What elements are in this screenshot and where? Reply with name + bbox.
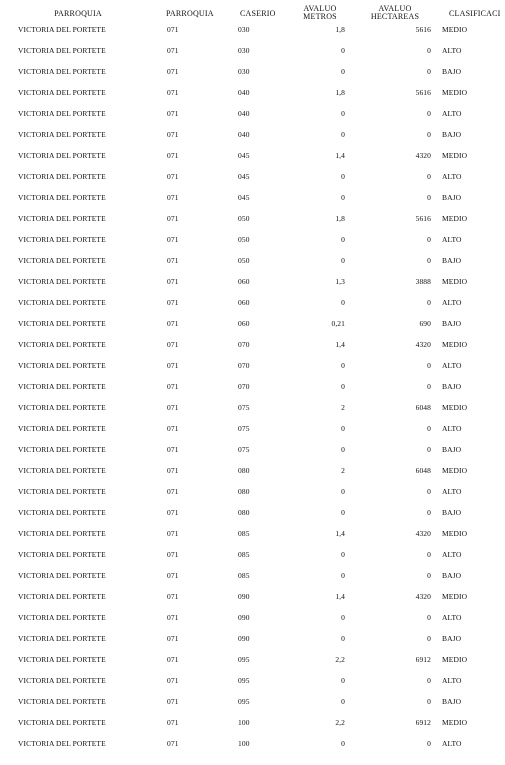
cell-parroquia-code: 071 <box>167 508 179 517</box>
cell-avaluo-hectareas: 0 <box>427 424 431 433</box>
cell-parroquia: VICTORIA DEL PORTETE <box>18 718 106 727</box>
cell-parroquia: VICTORIA DEL PORTETE <box>18 235 106 244</box>
cell-caserio: 045 <box>238 151 250 160</box>
cell-clasificacion: BAJO <box>442 508 462 517</box>
cell-avaluo-hectareas: 0 <box>427 130 431 139</box>
cell-avaluo-metros: 1,4 <box>335 151 345 160</box>
cell-parroquia-code: 071 <box>167 592 179 601</box>
table-row <box>0 293 505 314</box>
cell-clasificacion: ALTO <box>442 613 462 622</box>
cell-clasificacion: MEDIO <box>442 592 468 601</box>
header-avaluo-metros: AVALUO METROS <box>303 4 337 21</box>
table-row <box>0 377 505 398</box>
cell-avaluo-metros: 0 <box>341 382 345 391</box>
cell-avaluo-hectareas: 0 <box>427 46 431 55</box>
cell-clasificacion: BAJO <box>442 697 462 706</box>
cell-caserio: 090 <box>238 613 250 622</box>
cell-parroquia-code: 071 <box>167 571 179 580</box>
cell-parroquia-code: 071 <box>167 340 179 349</box>
cell-avaluo-hectareas: 0 <box>427 676 431 685</box>
cell-parroquia: VICTORIA DEL PORTETE <box>18 319 106 328</box>
cell-avaluo-metros: 0 <box>341 109 345 118</box>
table-body <box>0 20 505 755</box>
table-row <box>0 272 505 293</box>
cell-clasificacion: MEDIO <box>442 655 468 664</box>
cell-avaluo-hectareas: 4320 <box>415 151 431 160</box>
cell-avaluo-metros: 0 <box>341 67 345 76</box>
cell-clasificacion: MEDIO <box>442 718 468 727</box>
cell-parroquia-code: 071 <box>167 529 179 538</box>
cell-clasificacion: BAJO <box>442 571 462 580</box>
cell-parroquia-code: 071 <box>167 466 179 475</box>
cell-avaluo-metros: 1,4 <box>335 592 345 601</box>
cell-clasificacion: MEDIO <box>442 340 468 349</box>
cell-avaluo-metros: 1,3 <box>335 277 345 286</box>
cell-caserio: 095 <box>238 676 250 685</box>
cell-caserio: 070 <box>238 361 250 370</box>
cell-parroquia-code: 071 <box>167 235 179 244</box>
cell-caserio: 050 <box>238 256 250 265</box>
cell-parroquia-code: 071 <box>167 382 179 391</box>
cell-avaluo-hectareas: 5616 <box>415 214 431 223</box>
cell-clasificacion: MEDIO <box>442 151 468 160</box>
cell-clasificacion: ALTO <box>442 298 462 307</box>
cell-caserio: 080 <box>238 466 250 475</box>
cell-clasificacion: ALTO <box>442 109 462 118</box>
cell-caserio: 070 <box>238 382 250 391</box>
table-row <box>0 188 505 209</box>
header-parroquia-name: PARROQUIA <box>54 9 102 18</box>
cell-avaluo-hectareas: 0 <box>427 235 431 244</box>
cell-caserio: 040 <box>238 88 250 97</box>
cell-avaluo-metros: 0 <box>341 193 345 202</box>
cell-parroquia-code: 071 <box>167 487 179 496</box>
cell-avaluo-hectareas: 0 <box>427 634 431 643</box>
cell-clasificacion: MEDIO <box>442 25 468 34</box>
header-clasificacion: CLASIFICACI <box>449 9 501 18</box>
cell-parroquia-code: 071 <box>167 109 179 118</box>
cell-parroquia: VICTORIA DEL PORTETE <box>18 46 106 55</box>
cell-clasificacion: BAJO <box>442 382 462 391</box>
cell-parroquia: VICTORIA DEL PORTETE <box>18 109 106 118</box>
cell-avaluo-hectareas: 6912 <box>415 655 431 664</box>
cell-parroquia-code: 071 <box>167 718 179 727</box>
table-row <box>0 734 505 755</box>
cell-avaluo-metros: 0 <box>341 46 345 55</box>
cell-parroquia: VICTORIA DEL PORTETE <box>18 739 106 748</box>
table-row <box>0 62 505 83</box>
cell-avaluo-hectareas: 4320 <box>415 340 431 349</box>
cell-caserio: 080 <box>238 487 250 496</box>
cell-parroquia-code: 071 <box>167 130 179 139</box>
cell-parroquia: VICTORIA DEL PORTETE <box>18 655 106 664</box>
cell-clasificacion: MEDIO <box>442 403 468 412</box>
table-row <box>0 482 505 503</box>
cell-parroquia: VICTORIA DEL PORTETE <box>18 256 106 265</box>
cell-avaluo-hectareas: 0 <box>427 193 431 202</box>
cell-avaluo-metros: 0 <box>341 571 345 580</box>
cell-parroquia: VICTORIA DEL PORTETE <box>18 340 106 349</box>
cell-clasificacion: MEDIO <box>442 277 468 286</box>
cell-clasificacion: ALTO <box>442 550 462 559</box>
cell-avaluo-metros: 2,2 <box>335 655 345 664</box>
cell-parroquia: VICTORIA DEL PORTETE <box>18 424 106 433</box>
cell-parroquia: VICTORIA DEL PORTETE <box>18 214 106 223</box>
cell-caserio: 040 <box>238 109 250 118</box>
cell-parroquia: VICTORIA DEL PORTETE <box>18 529 106 538</box>
table-row <box>0 713 505 734</box>
cell-avaluo-hectareas: 4320 <box>415 529 431 538</box>
cell-parroquia-code: 071 <box>167 424 179 433</box>
cell-parroquia-code: 071 <box>167 193 179 202</box>
cell-parroquia: VICTORIA DEL PORTETE <box>18 193 106 202</box>
table-row <box>0 566 505 587</box>
cell-avaluo-metros: 1,8 <box>335 88 345 97</box>
cell-avaluo-hectareas: 0 <box>427 382 431 391</box>
cell-parroquia: VICTORIA DEL PORTETE <box>18 487 106 496</box>
cell-avaluo-hectareas: 6912 <box>415 718 431 727</box>
cell-avaluo-hectareas: 5616 <box>415 88 431 97</box>
cell-avaluo-hectareas: 0 <box>427 298 431 307</box>
header-caserio: CASERIO <box>240 9 276 18</box>
cell-parroquia: VICTORIA DEL PORTETE <box>18 25 106 34</box>
cell-parroquia-code: 071 <box>167 151 179 160</box>
table-row <box>0 125 505 146</box>
cell-caserio: 085 <box>238 571 250 580</box>
cell-parroquia-code: 071 <box>167 403 179 412</box>
table-row <box>0 650 505 671</box>
cell-clasificacion: MEDIO <box>442 529 468 538</box>
cell-clasificacion: ALTO <box>442 172 462 181</box>
cell-parroquia-code: 071 <box>167 214 179 223</box>
cell-parroquia: VICTORIA DEL PORTETE <box>18 613 106 622</box>
cell-caserio: 030 <box>238 67 250 76</box>
table-row <box>0 146 505 167</box>
cell-avaluo-hectareas: 0 <box>427 508 431 517</box>
table-row <box>0 503 505 524</box>
cell-parroquia-code: 071 <box>167 46 179 55</box>
cell-clasificacion: MEDIO <box>442 214 468 223</box>
cell-parroquia: VICTORIA DEL PORTETE <box>18 445 106 454</box>
cell-clasificacion: ALTO <box>442 739 462 748</box>
cell-caserio: 045 <box>238 172 250 181</box>
cell-avaluo-metros: 1,8 <box>335 214 345 223</box>
cell-avaluo-hectareas: 0 <box>427 256 431 265</box>
cell-caserio: 100 <box>238 739 250 748</box>
cell-clasificacion: ALTO <box>442 424 462 433</box>
table-row <box>0 314 505 335</box>
cell-caserio: 050 <box>238 235 250 244</box>
cell-parroquia-code: 071 <box>167 550 179 559</box>
cell-avaluo-metros: 0 <box>341 424 345 433</box>
table-row <box>0 461 505 482</box>
cell-caserio: 060 <box>238 319 250 328</box>
cell-clasificacion: BAJO <box>442 445 462 454</box>
cell-parroquia-code: 071 <box>167 256 179 265</box>
cell-caserio: 090 <box>238 634 250 643</box>
cell-parroquia-code: 071 <box>167 319 179 328</box>
cell-avaluo-hectareas: 0 <box>427 487 431 496</box>
cell-parroquia: VICTORIA DEL PORTETE <box>18 634 106 643</box>
table-row <box>0 608 505 629</box>
cell-parroquia: VICTORIA DEL PORTETE <box>18 67 106 76</box>
table-row <box>0 356 505 377</box>
cell-caserio: 030 <box>238 46 250 55</box>
table-row <box>0 209 505 230</box>
cell-parroquia-code: 071 <box>167 655 179 664</box>
table-row <box>0 398 505 419</box>
table-row <box>0 104 505 125</box>
cell-avaluo-metros: 1,4 <box>335 340 345 349</box>
cell-parroquia: VICTORIA DEL PORTETE <box>18 592 106 601</box>
table-row <box>0 629 505 650</box>
cell-caserio: 085 <box>238 550 250 559</box>
cell-clasificacion: BAJO <box>442 256 462 265</box>
header-avaluo-hectareas: AVALUO HECTAREAS <box>370 4 420 21</box>
cell-parroquia-code: 071 <box>167 298 179 307</box>
cell-avaluo-hectareas: 0 <box>427 613 431 622</box>
cell-caserio: 075 <box>238 403 250 412</box>
cell-parroquia-code: 071 <box>167 697 179 706</box>
table-row <box>0 671 505 692</box>
cell-clasificacion: BAJO <box>442 67 462 76</box>
cell-avaluo-hectareas: 3888 <box>415 277 431 286</box>
cell-avaluo-metros: 0 <box>341 739 345 748</box>
cell-caserio: 040 <box>238 130 250 139</box>
cell-avaluo-hectareas: 0 <box>427 172 431 181</box>
cell-avaluo-hectareas: 6048 <box>415 403 431 412</box>
cell-avaluo-metros: 0 <box>341 487 345 496</box>
cell-avaluo-metros: 1,4 <box>335 529 345 538</box>
cell-parroquia-code: 071 <box>167 25 179 34</box>
table-row <box>0 545 505 566</box>
cell-avaluo-hectareas: 0 <box>427 739 431 748</box>
cell-avaluo-hectareas: 0 <box>427 361 431 370</box>
cell-avaluo-metros: 2,2 <box>335 718 345 727</box>
cell-caserio: 090 <box>238 592 250 601</box>
cell-avaluo-metros: 0 <box>341 676 345 685</box>
cell-caserio: 100 <box>238 718 250 727</box>
cell-parroquia: VICTORIA DEL PORTETE <box>18 571 106 580</box>
cell-clasificacion: ALTO <box>442 46 462 55</box>
cell-avaluo-hectareas: 0 <box>427 445 431 454</box>
cell-parroquia-code: 071 <box>167 676 179 685</box>
table-row <box>0 440 505 461</box>
cell-parroquia-code: 071 <box>167 361 179 370</box>
cell-avaluo-metros: 0 <box>341 235 345 244</box>
cell-caserio: 050 <box>238 214 250 223</box>
cell-parroquia-code: 071 <box>167 739 179 748</box>
cell-avaluo-metros: 1,8 <box>335 25 345 34</box>
cell-caserio: 080 <box>238 508 250 517</box>
cell-avaluo-metros: 0 <box>341 256 345 265</box>
cell-avaluo-hectareas: 0 <box>427 571 431 580</box>
cell-clasificacion: ALTO <box>442 235 462 244</box>
cell-parroquia: VICTORIA DEL PORTETE <box>18 466 106 475</box>
cell-avaluo-metros: 0 <box>341 550 345 559</box>
cell-clasificacion: MEDIO <box>442 88 468 97</box>
cell-parroquia-code: 071 <box>167 445 179 454</box>
cell-parroquia: VICTORIA DEL PORTETE <box>18 676 106 685</box>
cell-avaluo-metros: 0 <box>341 697 345 706</box>
cell-avaluo-hectareas: 0 <box>427 550 431 559</box>
cell-avaluo-metros: 0 <box>341 130 345 139</box>
cell-caserio: 095 <box>238 697 250 706</box>
cell-avaluo-metros: 0 <box>341 298 345 307</box>
cell-avaluo-hectareas: 690 <box>419 319 431 328</box>
cell-parroquia-code: 071 <box>167 172 179 181</box>
table-row <box>0 587 505 608</box>
cell-avaluo-metros: 0 <box>341 508 345 517</box>
cell-avaluo-metros: 0 <box>341 361 345 370</box>
cell-parroquia: VICTORIA DEL PORTETE <box>18 403 106 412</box>
cell-parroquia: VICTORIA DEL PORTETE <box>18 277 106 286</box>
table-row <box>0 83 505 104</box>
table-row <box>0 251 505 272</box>
cell-clasificacion: ALTO <box>442 676 462 685</box>
cell-avaluo-hectareas: 6048 <box>415 466 431 475</box>
cell-avaluo-metros: 0,21 <box>331 319 345 328</box>
cell-avaluo-hectareas: 5616 <box>415 25 431 34</box>
cell-avaluo-hectareas: 0 <box>427 67 431 76</box>
cell-parroquia: VICTORIA DEL PORTETE <box>18 88 106 97</box>
cell-parroquia-code: 071 <box>167 634 179 643</box>
cell-parroquia-code: 071 <box>167 67 179 76</box>
table-row <box>0 167 505 188</box>
cell-clasificacion: ALTO <box>442 487 462 496</box>
cell-parroquia: VICTORIA DEL PORTETE <box>18 151 106 160</box>
cell-caserio: 070 <box>238 340 250 349</box>
cell-parroquia: VICTORIA DEL PORTETE <box>18 550 106 559</box>
table-row <box>0 20 505 41</box>
cell-parroquia: VICTORIA DEL PORTETE <box>18 298 106 307</box>
cell-parroquia-code: 071 <box>167 613 179 622</box>
cell-caserio: 075 <box>238 445 250 454</box>
cell-clasificacion: ALTO <box>442 361 462 370</box>
cell-parroquia: VICTORIA DEL PORTETE <box>18 382 106 391</box>
cell-caserio: 060 <box>238 277 250 286</box>
cell-clasificacion: BAJO <box>442 319 462 328</box>
table-row <box>0 41 505 62</box>
cell-clasificacion: BAJO <box>442 634 462 643</box>
cell-parroquia: VICTORIA DEL PORTETE <box>18 361 106 370</box>
cell-avaluo-hectareas: 4320 <box>415 592 431 601</box>
cell-avaluo-metros: 2 <box>341 466 345 475</box>
cell-caserio: 060 <box>238 298 250 307</box>
cell-caserio: 045 <box>238 193 250 202</box>
cell-caserio: 095 <box>238 655 250 664</box>
cell-avaluo-metros: 0 <box>341 613 345 622</box>
cell-clasificacion: MEDIO <box>442 466 468 475</box>
cell-caserio: 030 <box>238 25 250 34</box>
cell-avaluo-metros: 0 <box>341 445 345 454</box>
cell-avaluo-metros: 0 <box>341 172 345 181</box>
header-parroquia-code: PARROQUIA <box>166 9 214 18</box>
cell-avaluo-hectareas: 0 <box>427 697 431 706</box>
cell-parroquia: VICTORIA DEL PORTETE <box>18 172 106 181</box>
cell-caserio: 075 <box>238 424 250 433</box>
cell-parroquia: VICTORIA DEL PORTETE <box>18 130 106 139</box>
cell-clasificacion: BAJO <box>442 193 462 202</box>
table-row <box>0 524 505 545</box>
cell-clasificacion: BAJO <box>442 130 462 139</box>
table-row <box>0 419 505 440</box>
cell-parroquia-code: 071 <box>167 88 179 97</box>
cell-parroquia-code: 071 <box>167 277 179 286</box>
cell-parroquia: VICTORIA DEL PORTETE <box>18 508 106 517</box>
cell-avaluo-metros: 0 <box>341 634 345 643</box>
cell-caserio: 085 <box>238 529 250 538</box>
cell-parroquia: VICTORIA DEL PORTETE <box>18 697 106 706</box>
table-row <box>0 692 505 713</box>
cell-avaluo-metros: 2 <box>341 403 345 412</box>
table-row <box>0 230 505 251</box>
table-row <box>0 335 505 356</box>
cell-avaluo-hectareas: 0 <box>427 109 431 118</box>
